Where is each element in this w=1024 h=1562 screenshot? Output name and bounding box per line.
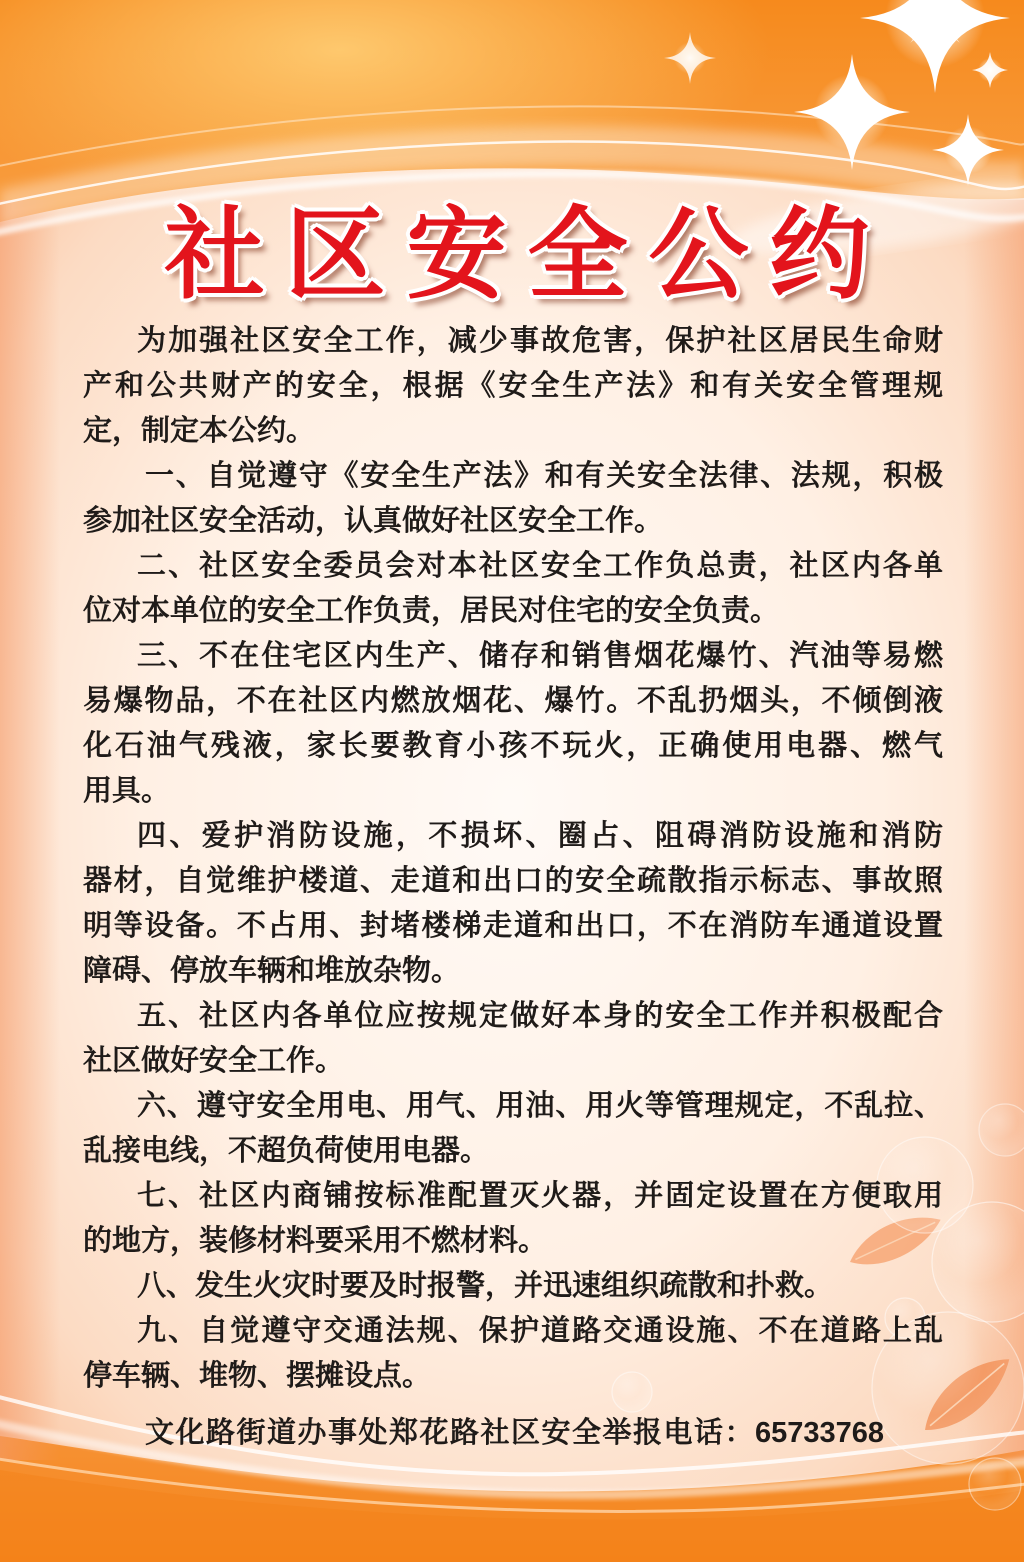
clause-6 bbox=[83, 1083, 943, 1173]
text-line: 定，制定本公约。 bbox=[83, 413, 316, 447]
text-line: 器材，自觉维护楼道、走道和出口的安全疏散指示标志、事故照 bbox=[83, 863, 943, 897]
convention-body bbox=[83, 318, 943, 1398]
bubble bbox=[969, 1458, 1021, 1510]
text-line: 障碍、停放车辆和堆放杂物。 bbox=[83, 953, 461, 987]
text-line: 产和公共财产的安全，根据《安全生产法》和有关安全管理规 bbox=[83, 368, 943, 402]
clause-3 bbox=[83, 633, 943, 813]
text-line: 二、社区安全委员会对本社区安全工作负总责，社区内各单 bbox=[137, 548, 943, 582]
clause-9 bbox=[83, 1308, 943, 1398]
text-line: 四、爱护消防设施，不损坏、圈占、阻碍消防设施和消防 bbox=[137, 818, 943, 852]
poster-title: 社区安全公约 bbox=[164, 196, 891, 313]
text-line: 的地方，装修材料要采用不燃材料。 bbox=[83, 1223, 548, 1257]
text-line: 九、自觉遵守交通法规、保护道路交通设施、不在道路上乱 bbox=[137, 1313, 943, 1347]
report-hotline bbox=[145, 1410, 884, 1455]
clause-5 bbox=[83, 993, 943, 1083]
clause-2 bbox=[83, 543, 943, 633]
left-edge-shade bbox=[0, 200, 60, 1460]
text-line: 六、遵守安全用电、用气、用油、用火等管理规定，不乱拉、 bbox=[137, 1088, 943, 1122]
intro-paragraph bbox=[83, 318, 943, 453]
text-line: 为加强社区安全工作，减少事故危害，保护社区居民生命财 bbox=[137, 323, 943, 357]
hotline-label: 文化路街道办事处郑花路社区安全举报电话： bbox=[145, 1415, 756, 1449]
text-line: 用具。 bbox=[83, 773, 171, 807]
clause-7 bbox=[83, 1173, 943, 1263]
text-line: 乱接电线，不超负荷使用电器。 bbox=[83, 1133, 490, 1167]
hotline-number: 65733768 bbox=[755, 1417, 885, 1449]
text-line: 七、社区内商铺按标准配置灭火器，并固定设置在方便取用 bbox=[137, 1178, 943, 1212]
text-line: 参加社区安全活动，认真做好社区安全工作。 bbox=[83, 503, 664, 537]
text-line: 位对本单位的安全工作负责，居民对住宅的安全负责。 bbox=[83, 593, 780, 627]
text-line: 停车辆、堆物、摆摊设点。 bbox=[83, 1358, 432, 1392]
bubble bbox=[979, 1104, 1024, 1156]
clause-8 bbox=[83, 1263, 943, 1308]
clause-4 bbox=[83, 813, 943, 993]
clause-1 bbox=[83, 453, 943, 543]
text-line: 三、不在住宅区内生产、储存和销售烟花爆竹、汽油等易燃 bbox=[137, 638, 943, 672]
text-line: 一、自觉遵守《安全生产法》和有关安全法律、法规，积极 bbox=[145, 458, 943, 492]
text-line: 八、发生火灾时要及时报警，并迅速组织疏散和扑救。 bbox=[137, 1268, 834, 1302]
text-line: 化石油气残液，家长要教育小孩不玩火，正确使用电器、燃气 bbox=[83, 728, 943, 762]
text-line: 五、社区内各单位应按规定做好本身的安全工作并积极配合 bbox=[137, 998, 943, 1032]
text-line: 易爆物品，不在社区内燃放烟花、爆竹。不乱扔烟头，不倾倒液 bbox=[83, 683, 943, 717]
text-line: 社区做好安全工作。 bbox=[83, 1043, 345, 1077]
text-line: 明等设备。不占用、封堵楼梯走道和出口，不在消防车通道设置 bbox=[83, 908, 943, 942]
